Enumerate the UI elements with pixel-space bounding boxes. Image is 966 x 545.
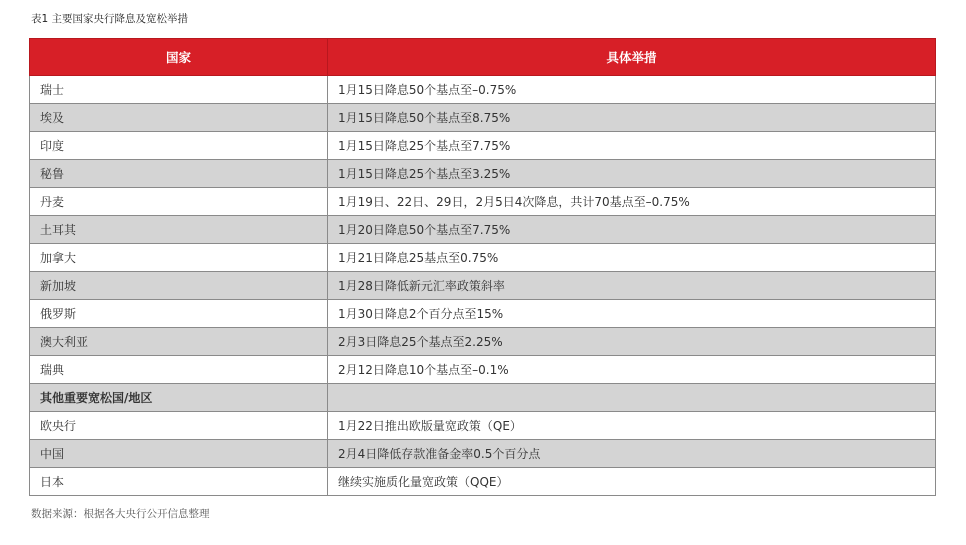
country-cell: 秘鲁: [30, 160, 328, 188]
country-cell: 欧央行: [30, 412, 328, 440]
table-row: [30, 76, 936, 104]
country-cell: 加拿大: [30, 244, 328, 272]
section-row: [30, 384, 936, 412]
measure-cell: 1月15日降息50个基点至–0.75%: [328, 76, 936, 104]
country-cell: 土耳其: [30, 216, 328, 244]
measure-cell: 1月19日、22日、29日，2月5日4次降息，共计70基点至–0.75%: [328, 188, 936, 216]
table-row: [30, 104, 936, 132]
rate-cut-table: [29, 38, 936, 496]
country-cell: 瑞典: [30, 356, 328, 384]
table-row: [30, 300, 936, 328]
country-cell: 澳大利亚: [30, 328, 328, 356]
country-cell: 印度: [30, 132, 328, 160]
country-cell: 瑞士: [30, 76, 328, 104]
table-row: [30, 356, 936, 384]
table-row: [30, 412, 936, 440]
measure-cell: 1月20日降息50个基点至7.75%: [328, 216, 936, 244]
header-measure: 具体举措: [328, 39, 936, 76]
measure-cell: 2月3日降息25个基点至2.25%: [328, 328, 936, 356]
table-row: [30, 188, 936, 216]
source-note: 数据来源：根据各大央行公开信息整理: [31, 508, 210, 520]
country-cell: 新加坡: [30, 272, 328, 300]
table-row: [30, 160, 936, 188]
country-cell: 俄罗斯: [30, 300, 328, 328]
measure-cell: 1月30日降息2个百分点至15%: [328, 300, 936, 328]
measure-cell: 1月28日降低新元汇率政策斜率: [328, 272, 936, 300]
table-row: [30, 468, 936, 496]
table-body: [30, 76, 936, 496]
table-caption: 表1 主要国家央行降息及宽松举措: [31, 13, 189, 25]
measure-cell: 继续实施质化量宽政策（QQE）: [328, 468, 936, 496]
table-row: [30, 440, 936, 468]
country-cell: 埃及: [30, 104, 328, 132]
country-cell: 中国: [30, 440, 328, 468]
table-row: [30, 132, 936, 160]
table-header-row: [30, 39, 936, 76]
table-row: [30, 244, 936, 272]
header-country: 国家: [30, 39, 328, 76]
measure-cell: 1月21日降息25基点至0.75%: [328, 244, 936, 272]
measure-cell: 1月22日推出欧版量宽政策（QE）: [328, 412, 936, 440]
measure-cell: 1月15日降息25个基点至7.75%: [328, 132, 936, 160]
measure-cell: [328, 384, 936, 412]
country-cell: 丹麦: [30, 188, 328, 216]
table-row: [30, 328, 936, 356]
measure-cell: 2月12日降息10个基点至–0.1%: [328, 356, 936, 384]
table-row: [30, 216, 936, 244]
country-cell: 其他重要宽松国/地区: [30, 384, 328, 412]
measure-cell: 1月15日降息50个基点至8.75%: [328, 104, 936, 132]
measure-cell: 1月15日降息25个基点至3.25%: [328, 160, 936, 188]
measure-cell: 2月4日降低存款准备金率0.5个百分点: [328, 440, 936, 468]
country-cell: 日本: [30, 468, 328, 496]
table-row: [30, 272, 936, 300]
